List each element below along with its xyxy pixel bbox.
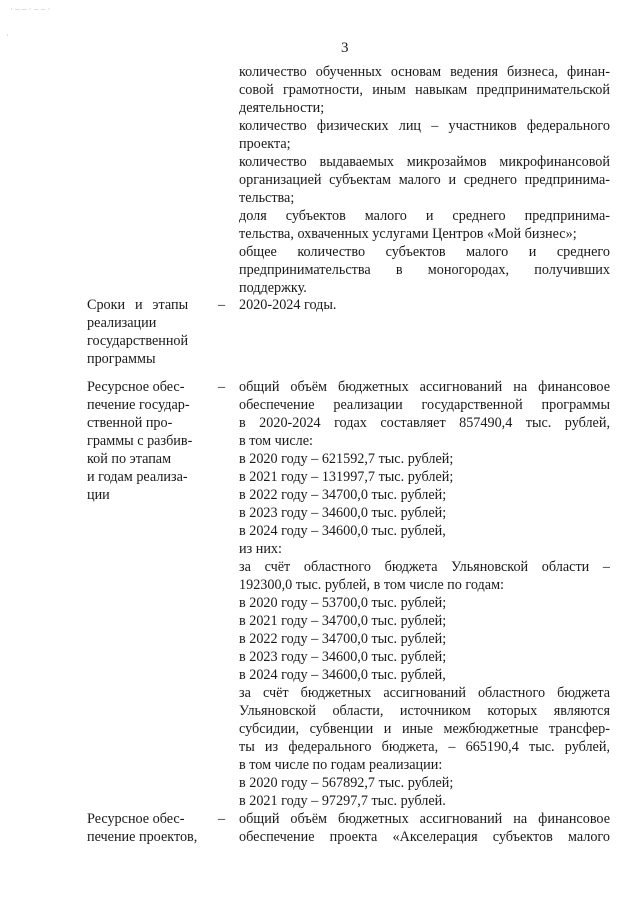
text-line: в 2022 году – 34700,0 тыс. рублей; — [239, 631, 447, 647]
row-dash: – — [218, 811, 226, 827]
label-line: кой по этапам — [87, 451, 172, 467]
text-line: количество выдаваемых микрозаймов микрофинансовой — [239, 154, 610, 170]
label-line: Ресурсное обес- — [87, 811, 185, 827]
text-line: в 2021 году – 34700,0 тыс. рублей; — [239, 613, 447, 629]
text-line: в 2020 году – 53700,0 тыс. рублей; — [239, 595, 447, 611]
text-line: в том числе: — [239, 433, 313, 449]
text-line: в 2021 году – 97297,7 тыс. рублей. — [239, 793, 446, 809]
top-block — [239, 63, 610, 297]
row-dash: – — [218, 379, 226, 395]
text-line: проекта; — [239, 136, 291, 152]
text-line: в 2021 году – 131997,7 тыс. рублей; — [239, 469, 454, 485]
text-line: в том числе по годам реализации: — [239, 757, 443, 773]
text-line: деятельности; — [239, 100, 325, 116]
scan-artifact: · – – · – – · — [10, 4, 51, 14]
label-line: ции — [87, 487, 110, 503]
text-line: количество физических лиц – участников федерального — [239, 118, 610, 134]
row-value — [239, 296, 610, 314]
label-line: программы — [87, 351, 156, 367]
text-line: субсидии, субвенции и иные межбюджетные трансфер- — [239, 721, 610, 737]
text-line: обеспечение реализации государственной программы — [239, 397, 610, 413]
row-label — [87, 810, 197, 846]
text-line: количество обученных основам ведения бизнеса, финан- — [239, 64, 610, 80]
text-line: в 2024 году – 34600,0 тыс. рублей, — [239, 667, 446, 683]
text-line: общее количество субъектов малого и среднего — [239, 244, 610, 260]
text-line: в 2020-2024 годах составляет 857490,4 тыс. рублей, — [239, 415, 610, 431]
text-line: общий объём бюджетных ассигнований на финансовое — [239, 379, 610, 395]
label-line: Ресурсное обес- — [87, 379, 185, 395]
text-line: Ульяновской области, источником которых являются — [239, 703, 610, 719]
page-number: 3 — [341, 40, 349, 56]
row-label — [87, 378, 192, 504]
text-line: тельства, охваченных услугами Центров «Мой бизнес»; — [239, 226, 577, 242]
text-line: тельства; — [239, 190, 295, 206]
text-line: организацией субъектам малого и среднего предпринима- — [239, 172, 610, 188]
text-line: за счёт бюджетных ассигнований областного бюджета — [239, 685, 610, 701]
text-line: общий объём бюджетных ассигнований на финансовое — [239, 811, 610, 827]
text-line: в 2024 году – 34600,0 тыс. рублей, — [239, 523, 446, 539]
text-line: предпринимательства в моногородах, получивших — [239, 262, 610, 278]
text-line: в 2023 году – 34600,0 тыс. рублей; — [239, 505, 447, 521]
text-line: поддержку. — [239, 280, 307, 296]
label-line: государственной — [87, 333, 189, 349]
text-line: в 2020 году – 567892,7 тыс. рублей; — [239, 775, 454, 791]
row-label — [87, 296, 188, 368]
row-value — [239, 378, 610, 810]
text-line: в 2020 году – 621592,7 тыс. рублей; — [239, 451, 454, 467]
text-line: за счёт областного бюджета Ульяновской области – — [239, 559, 610, 575]
label-line: печение проектов, — [87, 829, 198, 845]
label-line: граммы с разбив- — [87, 433, 193, 449]
text-line: доля субъектов малого и среднего предпринима- — [239, 208, 610, 224]
label-line: ственной про- — [87, 415, 173, 431]
row-value — [239, 810, 610, 846]
label-line: и годам реализа- — [87, 469, 188, 485]
text-line: 192300,0 тыс. рублей, в том числе по годам: — [239, 577, 504, 593]
text-line: 2020-2024 годы. — [239, 297, 337, 313]
text-line: в 2023 году – 34600,0 тыс. рублей; — [239, 649, 447, 665]
row-dash: – — [218, 297, 226, 313]
label-line: печение государ- — [87, 397, 190, 413]
label-line: реализации — [87, 315, 157, 331]
text-line: в 2022 году – 34700,0 тыс. рублей; — [239, 487, 447, 503]
label-line: Сроки и этапы — [87, 297, 189, 313]
scan-artifact: · — [6, 30, 9, 40]
text-line: ты из федерального бюджета, – 665190,4 тыс. рублей, — [239, 739, 610, 755]
text-line: из них: — [239, 541, 282, 557]
text-line: совой грамотности, иным навыкам предпринимательской — [239, 82, 610, 98]
text-line: обеспечение проекта «Акселерация субъектов малого — [239, 829, 610, 845]
